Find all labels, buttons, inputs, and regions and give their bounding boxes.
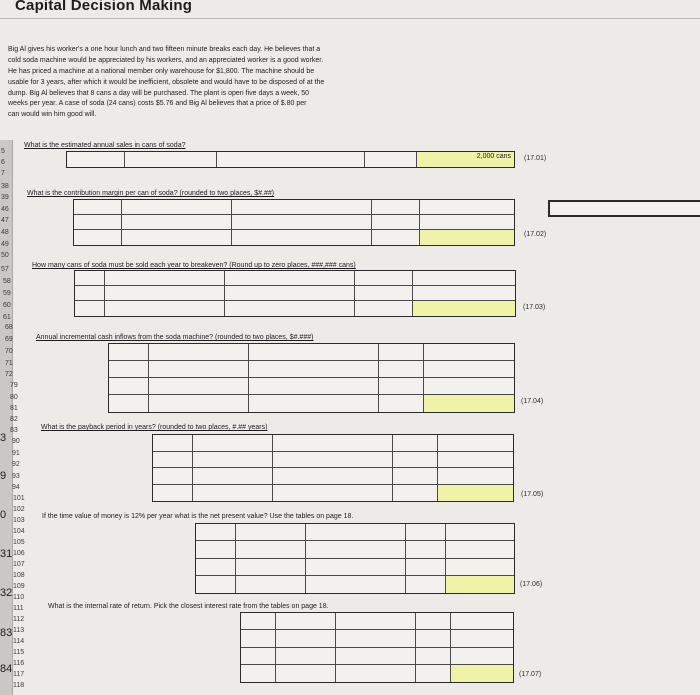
answer-grid-17-04 — [108, 343, 515, 413]
reference-code: (17.04) — [521, 398, 544, 405]
row-number: 7 — [1, 170, 5, 177]
grid-cell[interactable] — [241, 613, 276, 630]
grid-cell[interactable] — [393, 435, 438, 452]
grid-cell[interactable] — [379, 344, 424, 361]
grid-cell[interactable] — [196, 541, 236, 558]
grid-cell[interactable] — [273, 468, 393, 485]
answer-cell[interactable] — [413, 301, 515, 316]
grid-cell[interactable] — [149, 395, 249, 412]
row-number: 105 — [13, 539, 25, 546]
grid-cell[interactable] — [75, 271, 105, 286]
side-input-box[interactable] — [548, 200, 700, 217]
problem-line: usable for 3 years, after which it would be inefficient, obsolete and would have to be disposed of at the — [8, 78, 325, 86]
problem-line: weeks per year. A case of soda (24 cans) costs $5.76 and Big Al believes that a price of $.80 per — [8, 100, 307, 108]
problem-statement — [8, 45, 428, 121]
grid-cell[interactable] — [241, 630, 276, 647]
row-number: 93 — [12, 473, 20, 480]
grid-cell[interactable] — [125, 152, 217, 167]
grid-cell[interactable] — [413, 286, 515, 301]
grid-cell[interactable] — [232, 215, 372, 230]
grid-cell[interactable] — [451, 613, 513, 630]
answer-grid-17-03 — [74, 270, 516, 317]
grid-cell[interactable] — [193, 468, 273, 485]
grid-cell[interactable] — [406, 524, 446, 541]
grid-cell[interactable] — [149, 361, 249, 378]
row-number: 71 — [5, 360, 13, 367]
gutter-label: 9 — [0, 470, 7, 482]
row-number: 107 — [13, 561, 25, 568]
grid-cell[interactable] — [225, 286, 355, 301]
answer-cell[interactable]: 2,000 cans — [417, 152, 514, 167]
grid-cell[interactable] — [196, 524, 236, 541]
grid-cell[interactable] — [424, 344, 514, 361]
grid-cell[interactable] — [393, 468, 438, 485]
answer-grid-17-05 — [152, 434, 514, 502]
grid-cell[interactable] — [153, 485, 193, 502]
grid-cell[interactable] — [273, 485, 393, 502]
grid-cell[interactable] — [420, 200, 514, 215]
grid-cell[interactable] — [109, 344, 149, 361]
grid-cell[interactable] — [122, 200, 232, 215]
grid-cell[interactable] — [196, 559, 236, 576]
grid-cell[interactable] — [225, 301, 355, 316]
grid-cell[interactable] — [336, 630, 416, 647]
row-number: 46 — [1, 206, 9, 213]
grid-cell[interactable] — [393, 485, 438, 502]
grid-cell[interactable] — [372, 200, 420, 215]
row-number: 48 — [1, 229, 9, 236]
row-number: 104 — [13, 528, 25, 535]
grid-cell[interactable] — [379, 395, 424, 412]
grid-cell[interactable] — [446, 524, 514, 541]
row-number: 114 — [13, 638, 25, 645]
row-number: 60 — [3, 302, 11, 309]
reference-code: (17.06) — [520, 581, 543, 588]
grid-cell[interactable] — [273, 452, 393, 469]
grid-cell[interactable] — [67, 152, 125, 167]
row-number: 47 — [1, 217, 9, 224]
grid-cell[interactable] — [74, 230, 122, 245]
row-number: 109 — [13, 583, 25, 590]
grid-cell[interactable] — [217, 152, 365, 167]
reference-code: (17.07) — [519, 671, 542, 678]
row-number: 110 — [13, 594, 25, 601]
row-number: 72 — [5, 371, 13, 378]
row-number: 6 — [1, 159, 5, 166]
row-number: 117 — [13, 671, 25, 678]
grid-cell[interactable] — [424, 378, 514, 395]
grid-cell[interactable] — [241, 665, 276, 682]
grid-cell[interactable] — [276, 648, 336, 665]
grid-cell[interactable] — [372, 230, 420, 245]
grid-cell[interactable] — [122, 230, 232, 245]
grid-cell[interactable] — [306, 541, 406, 558]
grid-cell[interactable] — [451, 648, 513, 665]
row-number: 58 — [3, 278, 11, 285]
question-17-05: What is the payback period in years? (rounded to two places, #.## years) — [41, 424, 268, 431]
grid-cell[interactable] — [438, 435, 513, 452]
row-number: 79 — [10, 382, 18, 389]
question-17-07: What is the internal rate of return. Pick the closest interest rate from the tables on page 18. — [48, 603, 329, 610]
grid-cell[interactable] — [75, 286, 105, 301]
grid-cell[interactable] — [153, 468, 193, 485]
question-17-06: If the time value of money is 12% per year what is the net present value? Use the tables on page 18. — [42, 513, 354, 520]
question-17-04: Annual incremental cash inflows from the soda machine? (rounded to two places, $#.###) — [36, 334, 314, 341]
grid-cell[interactable] — [249, 344, 379, 361]
grid-cell[interactable] — [372, 215, 420, 230]
row-number: 101 — [13, 495, 25, 502]
grid-cell[interactable] — [306, 576, 406, 593]
grid-cell[interactable] — [424, 361, 514, 378]
grid-cell[interactable] — [336, 648, 416, 665]
row-number: 80 — [10, 394, 18, 401]
row-number: 116 — [13, 660, 25, 667]
reference-code: (17.05) — [521, 491, 544, 498]
grid-cell[interactable] — [355, 301, 413, 316]
grid-cell[interactable] — [416, 648, 451, 665]
grid-cell[interactable] — [225, 271, 355, 286]
problem-line: dump. Big Al believes that 8 cans a day will be purchased. The plant is open five days a week, 50 — [8, 89, 310, 97]
grid-cell[interactable] — [276, 630, 336, 647]
grid-cell[interactable] — [109, 395, 149, 412]
grid-cell[interactable] — [149, 344, 249, 361]
grid-cell[interactable] — [149, 378, 249, 395]
row-number: 83 — [10, 427, 18, 434]
grid-cell[interactable] — [249, 361, 379, 378]
row-number: 82 — [10, 416, 18, 423]
grid-cell[interactable] — [379, 378, 424, 395]
question-17-01: What is the estimated annual sales in cans of soda? — [24, 142, 186, 149]
grid-cell[interactable] — [153, 452, 193, 469]
grid-cell[interactable] — [379, 361, 424, 378]
answer-cell[interactable] — [446, 576, 514, 593]
grid-cell[interactable] — [236, 559, 306, 576]
problem-line: can would win him good will. — [8, 111, 97, 119]
grid-cell[interactable] — [122, 215, 232, 230]
grid-cell[interactable] — [249, 378, 379, 395]
grid-cell[interactable] — [451, 630, 513, 647]
row-number: 112 — [13, 616, 25, 623]
row-number: 115 — [13, 649, 25, 656]
row-number: 5 — [1, 148, 5, 155]
grid-cell[interactable] — [406, 576, 446, 593]
grid-cell[interactable] — [420, 215, 514, 230]
answer-grid-17-02 — [73, 199, 515, 246]
row-number: 38 — [1, 183, 9, 190]
grid-cell[interactable] — [232, 200, 372, 215]
row-number: 69 — [5, 336, 13, 343]
grid-cell[interactable] — [306, 559, 406, 576]
grid-cell[interactable] — [74, 200, 122, 215]
grid-cell[interactable] — [406, 541, 446, 558]
problem-line: cold soda machine would be appreciated by his workers, and an appreciated worker is a good worker. — [8, 56, 324, 64]
answer-grid-17-01 — [66, 151, 515, 168]
grid-cell[interactable] — [336, 613, 416, 630]
row-number: 108 — [13, 572, 25, 579]
row-number: 81 — [10, 405, 18, 412]
row-number: 61 — [3, 314, 11, 321]
grid-cell[interactable] — [232, 230, 372, 245]
gutter-label: 32 — [0, 587, 13, 599]
row-number: 111 — [13, 605, 24, 612]
page-title: Capital Decision Making — [15, 0, 193, 14]
row-number: 106 — [13, 550, 25, 557]
gutter-label: 3 — [0, 432, 7, 444]
grid-cell[interactable] — [241, 648, 276, 665]
row-number: 92 — [12, 461, 20, 468]
row-number: 39 — [1, 194, 9, 201]
row-number: 49 — [1, 241, 9, 248]
grid-cell[interactable] — [355, 271, 413, 286]
grid-cell[interactable] — [336, 665, 416, 682]
row-number: 70 — [5, 348, 13, 355]
row-number: 90 — [12, 438, 20, 445]
row-number: 59 — [3, 290, 11, 297]
gutter-label: 84 — [0, 663, 13, 675]
grid-cell[interactable] — [446, 559, 514, 576]
grid-cell[interactable] — [105, 301, 225, 316]
row-number: 57 — [1, 266, 9, 273]
grid-cell[interactable] — [193, 452, 273, 469]
grid-cell[interactable] — [105, 286, 225, 301]
grid-cell[interactable] — [236, 541, 306, 558]
grid-cell[interactable] — [75, 301, 105, 316]
gutter-label: 31 — [0, 548, 13, 560]
grid-cell[interactable] — [306, 524, 406, 541]
row-number: 113 — [13, 627, 25, 634]
gutter-label: 83 — [0, 627, 13, 639]
grid-cell[interactable] — [438, 468, 513, 485]
answer-grid-17-06 — [195, 523, 515, 594]
grid-cell[interactable] — [393, 452, 438, 469]
grid-cell[interactable] — [438, 452, 513, 469]
grid-cell[interactable] — [236, 576, 306, 593]
grid-cell[interactable] — [109, 378, 149, 395]
row-number: 94 — [12, 484, 20, 491]
row-number: 68 — [5, 324, 13, 331]
question-17-03: How many cans of soda must be sold each year to breakeven? (Round up to zero places, ###,### cans) — [32, 262, 356, 269]
title-divider — [0, 18, 700, 19]
reference-code: (17.01) — [524, 155, 547, 162]
grid-cell[interactable] — [406, 559, 446, 576]
grid-cell[interactable] — [446, 541, 514, 558]
grid-cell[interactable] — [355, 286, 413, 301]
grid-cell[interactable] — [109, 361, 149, 378]
question-17-02: What is the contribution margin per can of soda? (rounded to two places, $#.##) — [27, 190, 275, 197]
row-number: 50 — [1, 252, 9, 259]
grid-cell[interactable] — [413, 271, 515, 286]
problem-line: He has priced a machine at a national member only warehouse for $1,800. The machine should be — [8, 67, 315, 75]
answer-grid-17-07 — [240, 612, 514, 683]
row-number: 102 — [13, 506, 25, 513]
gutter-label: 0 — [0, 509, 7, 521]
answer-cell[interactable] — [424, 395, 514, 412]
grid-cell[interactable] — [196, 576, 236, 593]
grid-cell[interactable] — [193, 485, 273, 502]
problem-line: Big Al gives his worker's a one hour lunch and two fifteen minute breaks each day. He believes that a — [8, 46, 321, 53]
reference-code: (17.03) — [523, 304, 546, 311]
answer-cell[interactable] — [438, 485, 513, 502]
answer-cell[interactable] — [420, 230, 514, 245]
grid-cell[interactable] — [153, 435, 193, 452]
grid-cell[interactable] — [365, 152, 417, 167]
grid-cell[interactable] — [276, 665, 336, 682]
row-number: 91 — [12, 450, 20, 457]
grid-cell[interactable] — [276, 613, 336, 630]
grid-cell[interactable] — [273, 435, 393, 452]
answer-cell[interactable] — [451, 665, 513, 682]
grid-cell[interactable] — [416, 613, 451, 630]
grid-cell[interactable] — [249, 395, 379, 412]
grid-cell[interactable] — [74, 215, 122, 230]
grid-cell[interactable] — [236, 524, 306, 541]
reference-code: (17.02) — [524, 231, 547, 238]
grid-cell[interactable] — [416, 630, 451, 647]
row-number: 118 — [13, 682, 25, 689]
grid-cell[interactable] — [105, 271, 225, 286]
grid-cell[interactable] — [193, 435, 273, 452]
row-number: 103 — [13, 517, 25, 524]
grid-cell[interactable] — [416, 665, 451, 682]
